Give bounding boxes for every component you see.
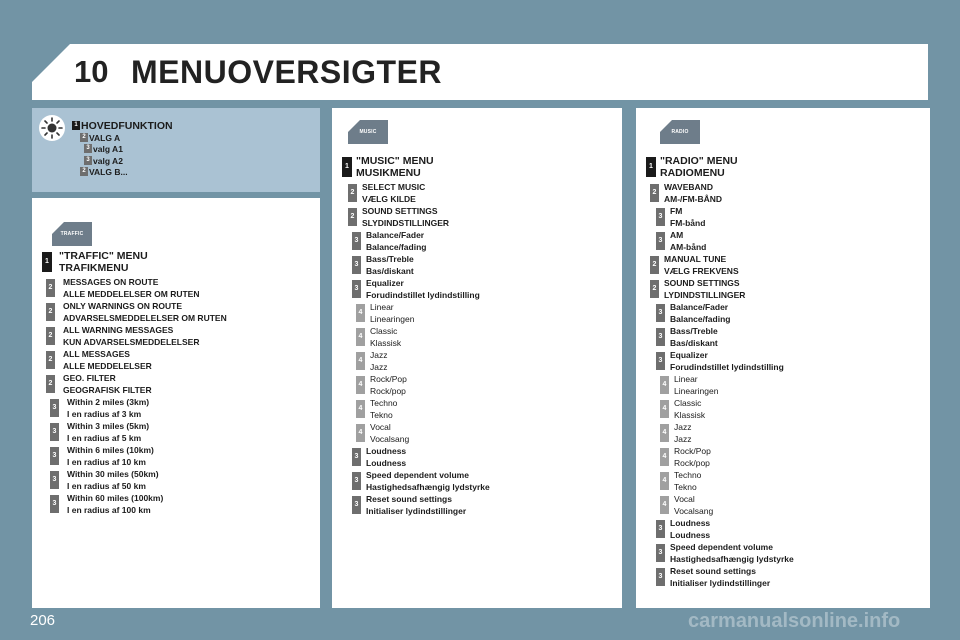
menu-entry-line: Loudness (366, 458, 407, 468)
menu-entry-line: SLYDINDSTILLINGER (362, 218, 450, 228)
menu-entry-line: Rock/pop (370, 386, 406, 396)
menu-entry-line: Loudness (366, 446, 407, 456)
level-badge: 2 (80, 133, 88, 142)
level-badge: 4 (660, 400, 669, 418)
level-badge: 3 (656, 520, 665, 538)
menu-entry-line: Equalizer (366, 278, 404, 288)
menu-entry-line: HOVEDFUNKTION (81, 120, 173, 132)
level-badge: 4 (660, 424, 669, 442)
level-badge: 2 (348, 184, 357, 202)
menu-entry-line: Rock/Pop (674, 446, 711, 456)
level-badge: 4 (356, 352, 365, 370)
menu-entry-line: Balance/Fader (670, 302, 729, 312)
level-badge: 1 (342, 157, 352, 177)
menu-entry-line: I en radius af 100 km (67, 505, 151, 515)
level-badge: 4 (356, 376, 365, 394)
watermark: carmanualsonline.info (688, 610, 901, 632)
menu-entry-line: KUN ADVARSELSMEDDELELSER (63, 337, 200, 347)
menu-entry-line: Linear (370, 302, 394, 312)
level-badge: 3 (656, 328, 665, 346)
level-badge: 2 (46, 279, 55, 297)
menu-entry-line: AM-bånd (670, 242, 707, 252)
traffic-icon-label: TRAFFIC (60, 231, 84, 237)
menu-entry-line: Speed dependent volume (670, 542, 773, 552)
menu-entry-line: LYDINDSTILLINGER (664, 290, 746, 300)
menu-entry-line: MESSAGES ON ROUTE (63, 277, 159, 287)
menu-entry-line: TRAFIKMENU (59, 262, 129, 274)
level-badge: 2 (80, 167, 88, 176)
menu-entry-line: SELECT MUSIC (362, 182, 426, 192)
sun-icon (38, 114, 66, 142)
menu-entry-line: VALG A (89, 132, 121, 143)
menu-entry-line: ADVARSELSMEDDELELSER OM RUTEN (63, 313, 227, 323)
traffic-menu-panel (32, 198, 320, 608)
level-badge: 3 (352, 472, 361, 490)
menu-entry-line: Bass/Treble (366, 254, 414, 264)
menu-entry-line: Vocal (674, 494, 695, 504)
menu-entry-line: Jazz (674, 434, 692, 444)
level-badge: 3 (352, 496, 361, 514)
menu-entry-line: Balance/Fader (366, 230, 425, 240)
menu-entry-line: Initialiser lydindstillinger (366, 506, 467, 516)
menu-entry-line: Classic (674, 398, 702, 408)
menu-entry-line: Rock/Pop (370, 374, 407, 384)
level-badge: 4 (356, 328, 365, 346)
menu-entry-line: GEO. FILTER (63, 373, 116, 383)
menu-entry-line: Loudness (670, 530, 711, 540)
menu-entry-line: ALL MESSAGES (63, 349, 130, 359)
menu-entry-line: Linearingen (674, 386, 719, 396)
menu-entry-line: SOUND SETTINGS (664, 278, 740, 288)
chapter-number: 10 (74, 54, 109, 89)
level-badge: 4 (660, 376, 669, 394)
menu-entry-line: AM (670, 230, 684, 240)
menu-entry-line: Reset sound settings (670, 566, 756, 576)
menu-entry-line: I en radius af 50 km (67, 481, 146, 491)
menu-entry-line: Reset sound settings (366, 494, 452, 504)
menu-entry-line: "TRAFFIC" MENU (59, 250, 148, 262)
menu-entry-line: Balance/fading (366, 242, 427, 252)
level-badge: 2 (46, 375, 55, 393)
traffic-icon (52, 222, 92, 246)
radio-icon-label: RADIO (671, 129, 689, 135)
menu-entry-line: Rock/pop (674, 458, 710, 468)
menu-entry-line: Equalizer (670, 350, 708, 360)
level-badge: 2 (46, 303, 55, 321)
menu-entry-line: Techno (370, 398, 398, 408)
menu-entry-line: VÆLG FREKVENS (664, 266, 739, 276)
menu-entry-line: Within 30 miles (50km) (67, 469, 159, 479)
menu-entry-line: Bas/diskant (366, 266, 414, 276)
menu-entry-line: AM-/FM-BÅND (664, 194, 723, 204)
menu-entry-line: Linear (674, 374, 698, 384)
level-badge: 1 (646, 157, 656, 177)
menu-entry-line: Vocalsang (674, 506, 714, 516)
menu-entry-line: Vocalsang (370, 434, 410, 444)
level-badge: 3 (656, 568, 665, 586)
menu-entry-line: ONLY WARNINGS ON ROUTE (63, 301, 183, 311)
menu-entry-line: I en radius af 10 km (67, 457, 146, 467)
level-badge: 3 (656, 232, 665, 250)
menu-entry-line: Linearingen (370, 314, 415, 324)
level-badge: 3 (656, 208, 665, 226)
menu-entry-line: Jazz (370, 350, 388, 360)
level-badge: 4 (660, 448, 669, 466)
menu-entry-line: Classic (370, 326, 398, 336)
menu-entry-line: Within 2 miles (3km) (67, 397, 150, 407)
menu-entry-line: VÆLG KILDE (362, 194, 416, 204)
level-badge: 2 (650, 184, 659, 202)
menu-entry-line: Klassisk (674, 410, 706, 420)
level-badge: 3 (50, 423, 59, 441)
level-badge: 4 (356, 424, 365, 442)
menu-entry-line: Bass/Treble (670, 326, 718, 336)
level-badge: 3 (656, 544, 665, 562)
level-badge: 2 (46, 327, 55, 345)
level-badge: 1 (72, 121, 80, 130)
menu-entry-line: valg A2 (93, 155, 123, 166)
level-badge: 2 (650, 280, 659, 298)
menu-entry-line: Hastighedsafhængig lydstyrke (366, 482, 490, 492)
menu-entry-line: RADIOMENU (660, 167, 725, 179)
menu-entry-line: Within 60 miles (100km) (67, 493, 164, 503)
menu-entry-line: WAVEBAND (664, 182, 713, 192)
menu-entry-line: I en radius af 3 km (67, 409, 142, 419)
menu-entry-line: Balance/fading (670, 314, 731, 324)
menu-entry-line: Initialiser lydindstillinger (670, 578, 771, 588)
radio-icon (660, 120, 700, 144)
menu-entry-line: Within 3 miles (5km) (67, 421, 150, 431)
level-badge: 3 (50, 471, 59, 489)
menu-entry-line: MUSIKMENU (356, 167, 421, 179)
menu-entry-line: "RADIO" MENU (660, 155, 738, 167)
level-badge: 2 (650, 256, 659, 274)
main-function-legend-panel (32, 108, 320, 192)
music-menu-panel (332, 108, 622, 608)
level-badge: 3 (656, 352, 665, 370)
menu-entry-line: Vocal (370, 422, 391, 432)
menu-entry-line: Within 6 miles (10km) (67, 445, 154, 455)
music-icon (348, 120, 388, 144)
level-badge: 1 (42, 252, 52, 272)
radio-menu-panel (636, 108, 930, 608)
menu-entry-line: ALL WARNING MESSAGES (63, 325, 174, 335)
level-badge: 3 (50, 399, 59, 417)
menu-entry-line: FM-bånd (670, 218, 706, 228)
level-badge: 3 (352, 256, 361, 274)
menu-entry-line: Forudindstillet lydindstilling (670, 362, 784, 372)
menu-entry-line: Speed dependent volume (366, 470, 469, 480)
menu-entry-line: Loudness (670, 518, 711, 528)
menu-entry-line: ALLE MEDDELELSER OM RUTEN (63, 289, 200, 299)
level-badge: 2 (46, 351, 55, 369)
level-badge: 3 (50, 495, 59, 513)
level-badge: 4 (660, 496, 669, 514)
menu-entry-line: MANUAL TUNE (664, 254, 727, 264)
menu-entry-line: Hastighedsafhængig lydstyrke (670, 554, 794, 564)
level-badge: 3 (84, 144, 92, 153)
menu-entry-line: VALG B... (89, 167, 128, 177)
level-badge: 3 (352, 232, 361, 250)
menu-entry-line: Jazz (674, 422, 692, 432)
menu-entry-line: ALLE MEDDELELSER (63, 361, 152, 371)
menu-entry-line: Jazz (370, 362, 388, 372)
menu-entry-line: Tekno (370, 410, 393, 420)
level-badge: 3 (656, 304, 665, 322)
menu-entry-line: FM (670, 206, 683, 216)
menu-entry-line: Tekno (674, 482, 697, 492)
level-badge: 3 (352, 280, 361, 298)
level-badge: 2 (348, 208, 357, 226)
menu-entry-line: Bas/diskant (670, 338, 718, 348)
level-badge: 3 (50, 447, 59, 465)
menu-entry-line: GEOGRAFISK FILTER (63, 385, 152, 395)
menu-entry-line: Forudindstillet lydindstilling (366, 290, 480, 300)
level-badge: 4 (356, 304, 365, 322)
menu-entry-line: Techno (674, 470, 702, 480)
level-badge: 3 (84, 156, 92, 165)
page-number: 206 (30, 612, 56, 629)
menu-entry-line: valg A1 (93, 144, 123, 154)
page-title: MENUOVERSIGTER (131, 54, 443, 90)
menu-entry-line: I en radius af 5 km (67, 433, 142, 443)
menu-entry-line: Klassisk (370, 338, 402, 348)
menu-entry-line: "MUSIC" MENU (356, 155, 434, 167)
level-badge: 3 (352, 448, 361, 466)
level-badge: 4 (356, 400, 365, 418)
menu-entry-line: SOUND SETTINGS (362, 206, 438, 216)
level-badge: 4 (660, 472, 669, 490)
music-icon-label: MUSIC (359, 129, 377, 135)
